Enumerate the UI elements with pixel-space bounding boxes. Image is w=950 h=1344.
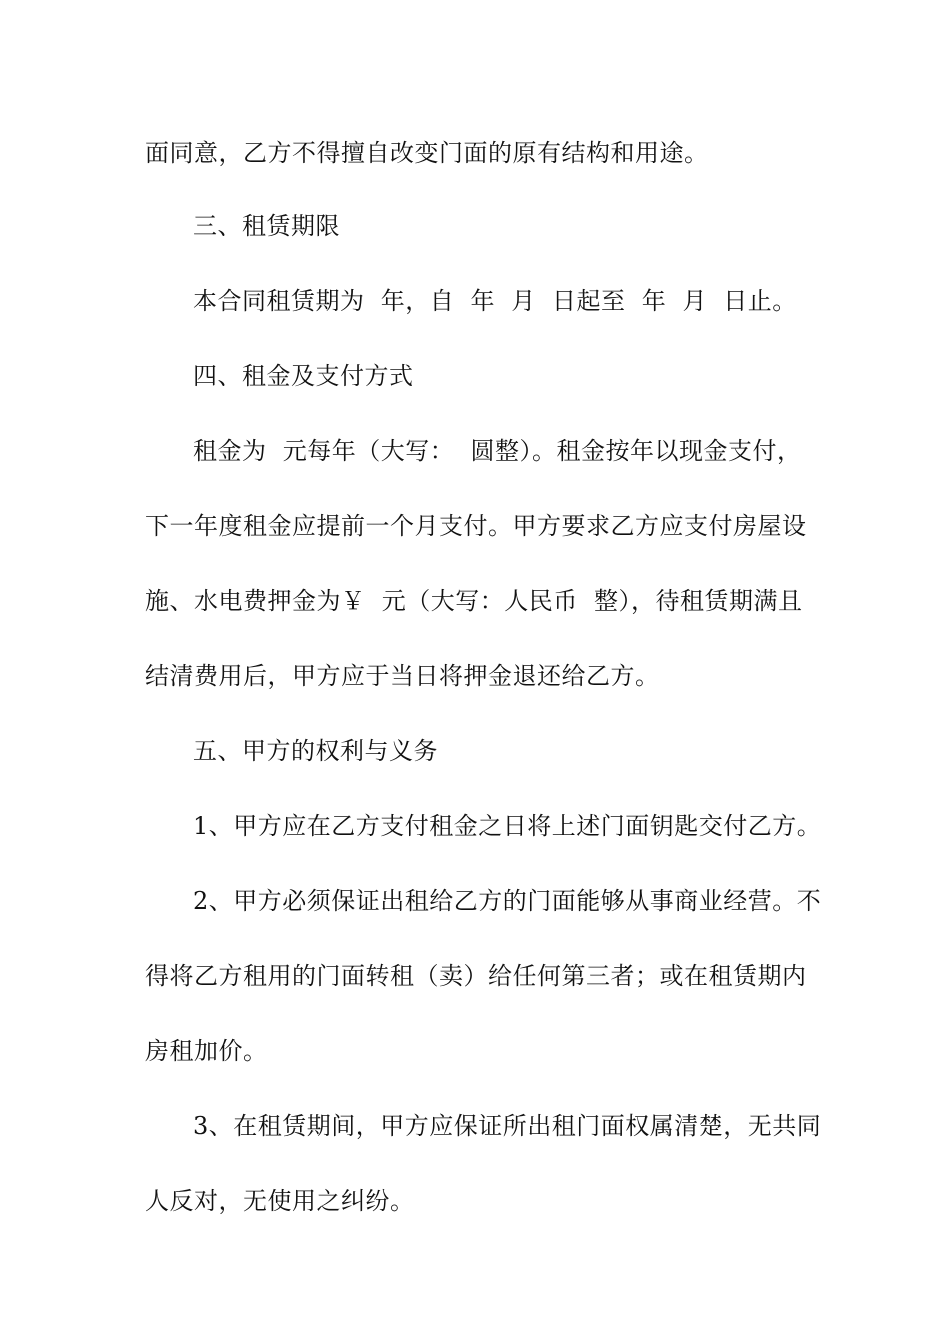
paragraph-line: 结清费用后，甲方应于当日将押金退还给乙方。	[145, 662, 660, 690]
section-heading: 三、租赁期限	[193, 212, 340, 240]
section-heading: 五、甲方的权利与义务	[193, 737, 438, 765]
paragraph-line: 得将乙方租用的门面转租（卖）给任何第三者；或在租赁期内	[145, 962, 807, 990]
paragraph-line: 面同意，乙方不得擅自改变门面的原有结构和用途。	[145, 139, 709, 167]
paragraph-line: 租金为 元每年（大写： 圆整）。租金按年以现金支付，	[193, 437, 802, 465]
paragraph-line: 1、甲方应在乙方支付租金之日将上述门面钥匙交付乙方。	[193, 812, 822, 840]
paragraph-line: 2、甲方必须保证出租给乙方的门面能够从事商业经营。不	[193, 887, 822, 915]
paragraph-line: 本合同租赁期为 年，自 年 月 日起至 年 月 日止。	[193, 287, 797, 315]
paragraph-line: 下一年度租金应提前一个月支付。甲方要求乙方应支付房屋设	[145, 512, 807, 540]
paragraph-line: 房租加价。	[145, 1037, 268, 1065]
paragraph-line: 人反对，无使用之纠纷。	[145, 1187, 415, 1215]
paragraph-line: 3、在租赁期间，甲方应保证所出租门面权属清楚，无共同	[193, 1112, 822, 1140]
paragraph-line: 施、水电费押金为￥ 元（大写：人民币 整），待租赁期满且	[145, 587, 803, 615]
section-heading: 四、租金及支付方式	[193, 362, 414, 390]
